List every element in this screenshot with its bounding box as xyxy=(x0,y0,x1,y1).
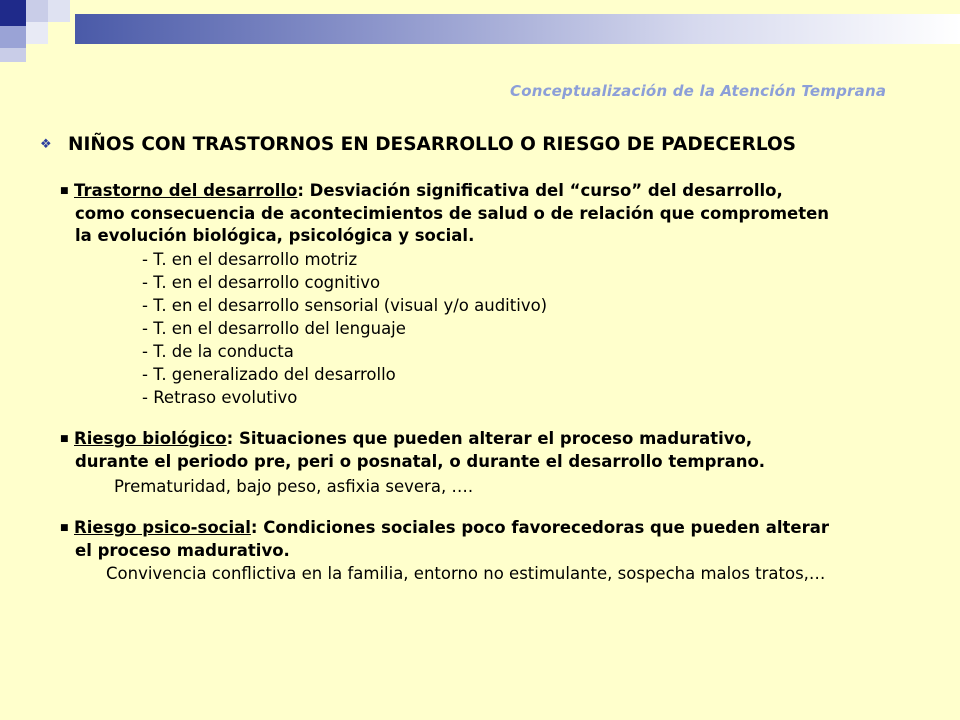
square-bullet-icon: ■ xyxy=(60,523,69,533)
diamond-bullet-icon: ❖ xyxy=(40,137,52,152)
section-riesgo-biologico xyxy=(60,428,765,473)
decor-square-navy xyxy=(0,0,26,26)
section-line: durante el periodo pre, peri o posnatal, o durante el desarrollo temprano. xyxy=(75,451,766,471)
decor-square-light xyxy=(48,0,70,22)
term-riesgo-biologico: Riesgo biológico xyxy=(74,429,227,448)
slide-heading xyxy=(40,134,796,155)
list-item: - Retraso evolutivo xyxy=(142,388,298,407)
decor-square-light-2 xyxy=(26,22,48,44)
list-item: - T. en el desarrollo cognitivo xyxy=(142,273,381,292)
square-bullet-icon: ■ xyxy=(60,434,69,444)
decor-square-lavender xyxy=(26,0,48,22)
slide-subtitle: Conceptualización de la Atención Temprana xyxy=(510,82,887,100)
list-item: - T. en el desarrollo del lenguaje xyxy=(142,319,406,338)
list-item: - T. de la conducta xyxy=(142,342,294,361)
section-line: : Situaciones que pueden alterar el proceso madurativo, xyxy=(226,429,753,448)
disorder-list xyxy=(142,248,547,409)
section-trastorno xyxy=(60,180,829,248)
square-bullet-icon: ■ xyxy=(60,186,69,196)
heading-text: NIÑOS CON TRASTORNOS EN DESARROLLO O RIESGO DE PADECERLOS xyxy=(68,134,796,155)
example-riesgo-biologico: Prematuridad, bajo peso, asfixia severa, …. xyxy=(114,477,474,496)
section-line: la evolución biológica, psicológica y social. xyxy=(75,226,475,245)
term-riesgo-psicosocial: Riesgo psico-social xyxy=(74,518,251,537)
term-trastorno: Trastorno del desarrollo xyxy=(74,181,298,200)
section-line: como consecuencia de acontecimientos de salud o de relación que comprometen xyxy=(75,203,830,223)
list-item: - T. generalizado del desarrollo xyxy=(142,365,396,384)
list-item: - T. en el desarrollo sensorial (visual y/o auditivo) xyxy=(142,296,548,315)
list-item: - T. en el desarrollo motriz xyxy=(142,250,358,269)
title-gradient-bar xyxy=(75,14,960,44)
section-line: el proceso madurativo. xyxy=(75,540,290,560)
decor-square-pale xyxy=(0,48,26,62)
example-riesgo-psicosocial: Convivencia conflictiva en la familia, entorno no estimulante, sospecha malos tratos,… xyxy=(106,564,826,583)
decor-square-blue xyxy=(0,26,26,48)
section-line: : Desviación significativa del “curso” del desarrollo, xyxy=(297,181,783,200)
section-riesgo-psicosocial xyxy=(60,517,829,562)
section-line: : Condiciones sociales poco favorecedoras que pueden alterar xyxy=(250,518,830,537)
